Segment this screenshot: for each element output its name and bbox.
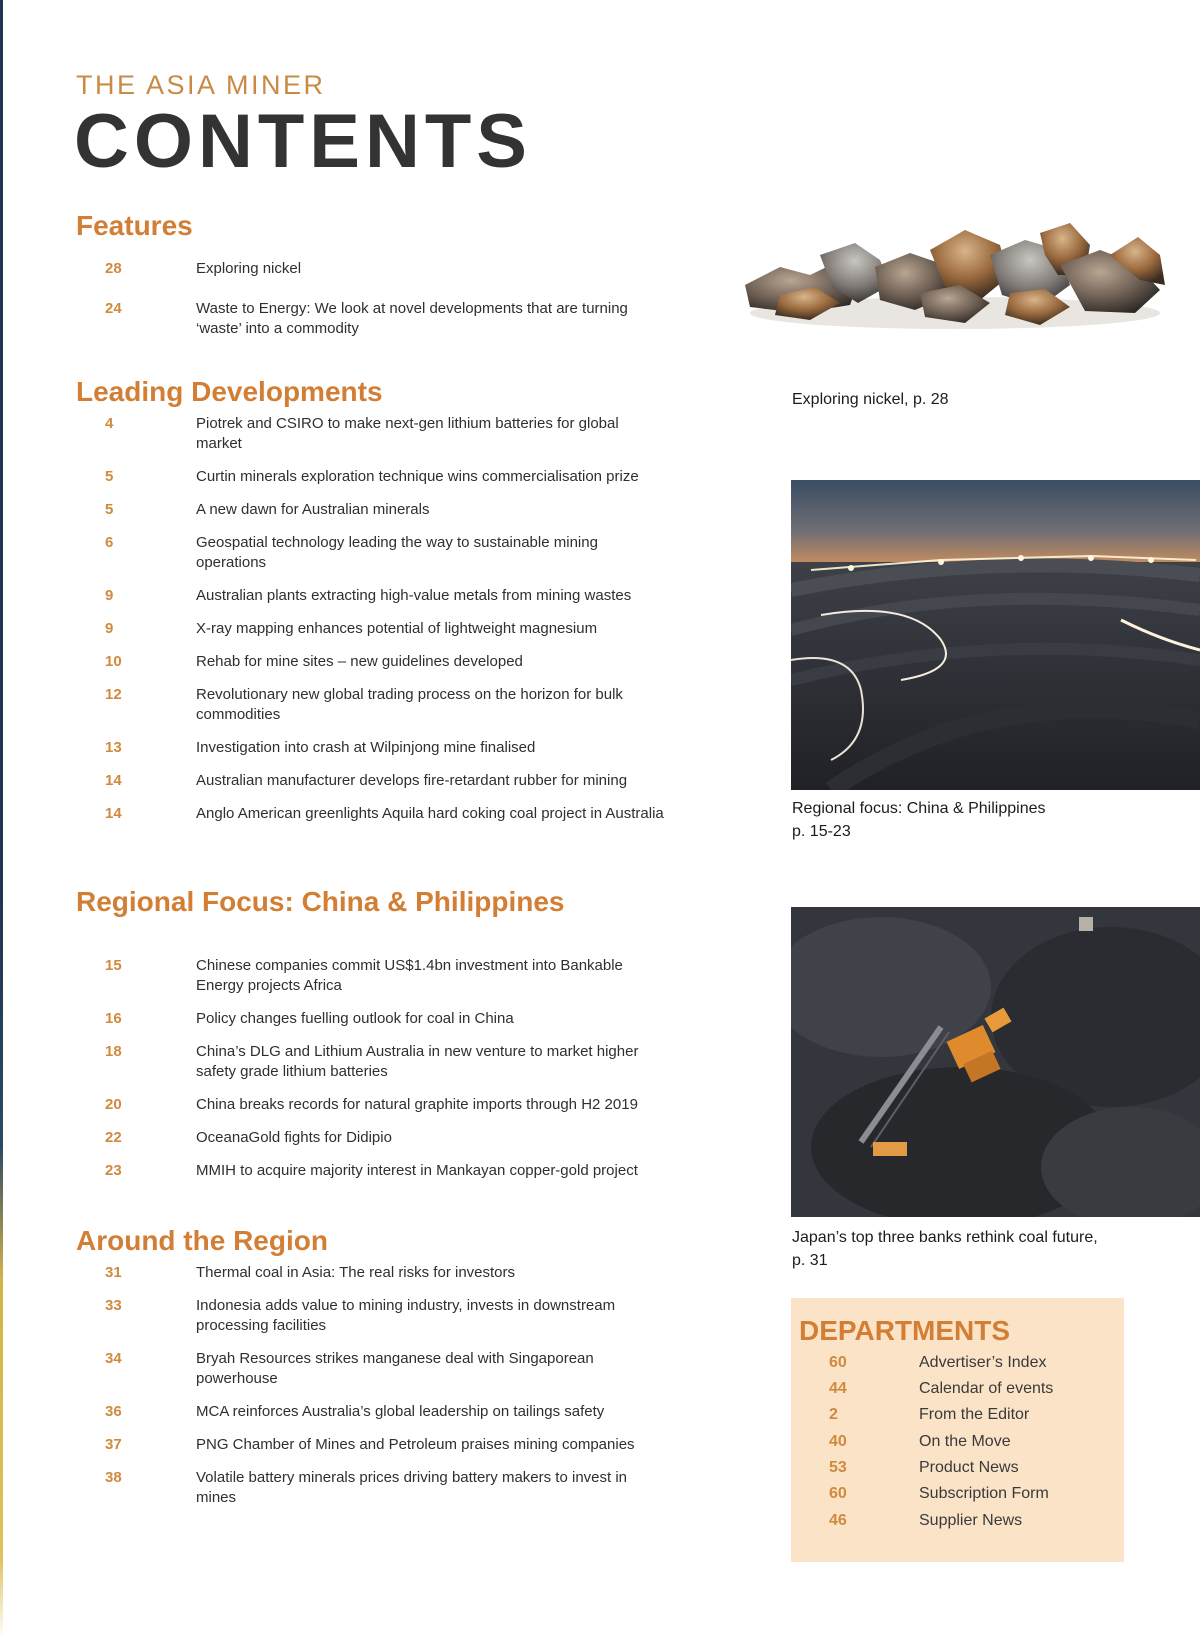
article-title: MMIH to acquire majority interest in Mankayan copper-gold project: [196, 1162, 638, 1179]
page-number: 6: [105, 534, 114, 551]
page-number: 15: [105, 957, 122, 974]
page-number: 9: [105, 587, 114, 604]
page-number: 9: [105, 620, 114, 637]
article-title: Volatile battery minerals prices driving battery makers to invest in mines: [196, 1469, 628, 1506]
article-title: Waste to Energy: We look at novel developments that are turning ‘waste’ into a commodity: [196, 300, 628, 337]
department-title: Product News: [919, 1459, 1019, 1476]
section-heading-regional-focus: Regional Focus: China & Philippines: [76, 886, 565, 917]
page-number: 18: [105, 1043, 122, 1060]
page-number: 38: [105, 1469, 122, 1486]
page-number: 14: [105, 772, 122, 789]
article-title: OceanaGold fights for Didipio: [196, 1129, 392, 1146]
page-number: 44: [829, 1380, 847, 1397]
page-number: 13: [105, 739, 122, 756]
page-title: CONTENTS: [74, 99, 532, 184]
article-title: MCA reinforces Australia’s global leadership on tailings safety: [196, 1403, 605, 1420]
section-heading-features: Features: [76, 210, 193, 241]
coal-mine-illustration: [791, 907, 1200, 1217]
page-number: 46: [829, 1512, 847, 1529]
article-title: Policy changes fuelling outlook for coal in China: [196, 1010, 514, 1027]
open-pit-mine-night-photo[interactable]: [791, 480, 1200, 790]
department-title: Calendar of events: [919, 1380, 1054, 1397]
article-title: Australian manufacturer develops fire-retardant rubber for mining: [196, 772, 628, 789]
section-heading-around-the-region: Around the Region: [76, 1225, 328, 1256]
coal-mine-aerial-photo[interactable]: [791, 907, 1200, 1217]
nickel-ore-photo[interactable]: [740, 215, 1170, 345]
article-title: Exploring nickel: [196, 260, 302, 277]
article-title: PNG Chamber of Mines and Petroleum praises mining companies: [196, 1436, 635, 1453]
article-title: Revolutionary new global trading process on the horizon for bulk commodities: [196, 686, 623, 723]
nickel-ore-illustration: [740, 215, 1170, 345]
page-number: 33: [105, 1297, 122, 1314]
caption-line: Japan’s top three banks rethink coal future,: [792, 1229, 1098, 1246]
page-number: 12: [105, 686, 122, 703]
caption-nickel: Exploring nickel, p. 28: [792, 391, 949, 408]
page-number: 4: [105, 415, 114, 432]
page-number: 24: [105, 300, 122, 317]
page-number: 53: [829, 1459, 847, 1476]
page-number: 60: [829, 1354, 847, 1371]
page-number: 34: [105, 1350, 122, 1367]
department-title: On the Move: [919, 1433, 1011, 1450]
page-number: 2: [829, 1406, 838, 1423]
page-number: 40: [829, 1433, 847, 1450]
article-title: Rehab for mine sites – new guidelines developed: [196, 653, 523, 670]
page-number: 31: [105, 1264, 122, 1281]
article-title: Bryah Resources strikes manganese deal with Singaporean powerhouse: [196, 1350, 594, 1387]
caption-line: p. 31: [792, 1252, 828, 1269]
page-edge-strip: [0, 0, 3, 1639]
article-title: China’s DLG and Lithium Australia in new venture to market higher safety grade lithium batteries: [196, 1043, 639, 1080]
masthead: THE ASIA MINER: [76, 70, 326, 100]
article-title: Chinese companies commit US$1.4bn investment into Bankable Energy projects Africa: [196, 957, 623, 994]
page-number: 14: [105, 805, 122, 822]
caption-line: p. 15-23: [792, 823, 851, 840]
article-title: Investigation into crash at Wilpinjong mine finalised: [196, 739, 536, 756]
page-number: 5: [105, 501, 114, 518]
article-title: Curtin minerals exploration technique wins commercialisation prize: [196, 468, 639, 485]
page-number: 28: [105, 260, 122, 277]
page-number: 22: [105, 1129, 122, 1146]
caption-japan-banks: [792, 1226, 1142, 1272]
page-number: 36: [105, 1403, 122, 1420]
department-title: From the Editor: [919, 1406, 1030, 1423]
page-number: 20: [105, 1096, 122, 1113]
page-number: 10: [105, 653, 122, 670]
article-title: Indonesia adds value to mining industry, invests in downstream processing facilities: [196, 1297, 616, 1334]
caption-line: Regional focus: China & Philippines: [792, 800, 1046, 817]
page-number: 5: [105, 468, 114, 485]
article-title: X-ray mapping enhances potential of lightweight magnesium: [196, 620, 598, 637]
department-title: Supplier News: [919, 1512, 1023, 1529]
departments-box: [791, 1298, 1124, 1562]
article-title: Australian plants extracting high-value metals from mining wastes: [196, 587, 632, 604]
page-number: 16: [105, 1010, 122, 1027]
article-title: A new dawn for Australian minerals: [196, 501, 430, 518]
open-pit-illustration: [791, 480, 1200, 790]
article-title: Geospatial technology leading the way to sustainable mining operations: [196, 534, 598, 571]
department-title: Subscription Form: [919, 1485, 1049, 1502]
page-number: 60: [829, 1485, 847, 1502]
page-number: 37: [105, 1436, 122, 1453]
departments-heading: DEPARTMENTS: [799, 1315, 1011, 1346]
article-title: Thermal coal in Asia: The real risks for investors: [196, 1264, 516, 1281]
article-title: Piotrek and CSIRO to make next-gen lithium batteries for global market: [196, 415, 619, 452]
caption-regional-focus: [792, 797, 1142, 843]
department-title: Advertiser’s Index: [919, 1354, 1047, 1371]
section-heading-leading-developments: Leading Developments: [76, 376, 383, 407]
page-number: 23: [105, 1162, 122, 1179]
article-title: China breaks records for natural graphite imports through H2 2019: [196, 1096, 638, 1113]
article-title: Anglo American greenlights Aquila hard coking coal project in Australia: [196, 805, 664, 822]
